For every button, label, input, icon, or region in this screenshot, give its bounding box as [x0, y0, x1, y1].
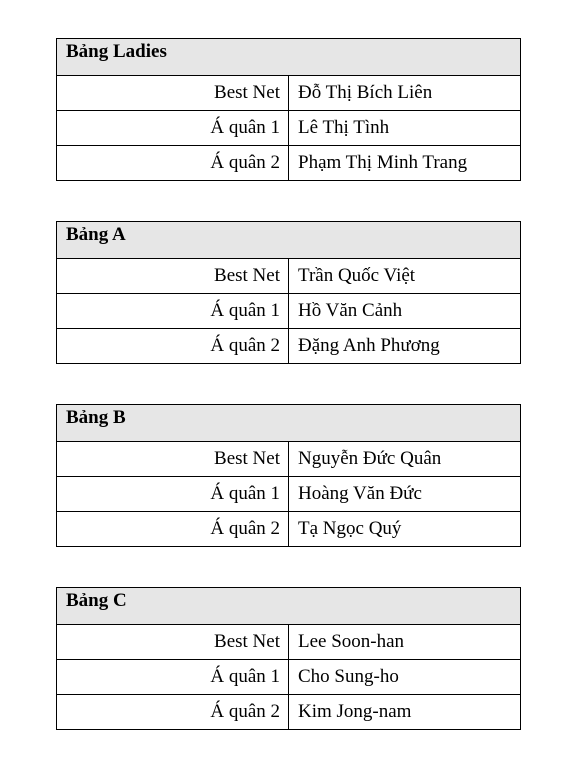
table-row — [57, 111, 521, 146]
group-title: Bảng B — [57, 405, 521, 442]
winner-name: Hồ Văn Cảnh — [289, 294, 521, 329]
table-row — [57, 146, 521, 181]
table-row — [57, 625, 521, 660]
award-label: Á quân 2 — [57, 146, 289, 181]
winner-name: Đỗ Thị Bích Liên — [289, 76, 521, 111]
group-title: Bảng A — [57, 222, 521, 259]
group-table-ladies — [56, 38, 521, 181]
group-table-b — [56, 404, 521, 547]
table-row — [57, 512, 521, 547]
award-label: Best Net — [57, 442, 289, 477]
winner-name: Cho Sung-ho — [289, 660, 521, 695]
group-table-a — [56, 221, 521, 364]
winner-name: Tạ Ngọc Quý — [289, 512, 521, 547]
award-label: Best Net — [57, 259, 289, 294]
award-label: Á quân 1 — [57, 477, 289, 512]
award-label: Á quân 1 — [57, 660, 289, 695]
winner-name: Lee Soon-han — [289, 625, 521, 660]
group-header-row — [57, 588, 521, 625]
award-label: Á quân 1 — [57, 111, 289, 146]
winner-name: Trần Quốc Việt — [289, 259, 521, 294]
winner-name: Đặng Anh Phương — [289, 329, 521, 364]
table-row — [57, 695, 521, 730]
winner-name: Kim Jong-nam — [289, 695, 521, 730]
award-label: Á quân 2 — [57, 695, 289, 730]
group-title: Bảng Ladies — [57, 39, 521, 76]
table-row — [57, 294, 521, 329]
table-row — [57, 442, 521, 477]
table-row — [57, 477, 521, 512]
group-table-c — [56, 587, 521, 730]
table-row — [57, 76, 521, 111]
group-header-row — [57, 222, 521, 259]
table-row — [57, 259, 521, 294]
award-label: Best Net — [57, 76, 289, 111]
group-header-row — [57, 405, 521, 442]
table-row — [57, 329, 521, 364]
award-label: Best Net — [57, 625, 289, 660]
award-label: Á quân 2 — [57, 512, 289, 547]
winner-name: Nguyễn Đức Quân — [289, 442, 521, 477]
winner-name: Hoàng Văn Đức — [289, 477, 521, 512]
winner-name: Lê Thị Tình — [289, 111, 521, 146]
group-header-row — [57, 39, 521, 76]
group-title: Bảng C — [57, 588, 521, 625]
award-label: Á quân 2 — [57, 329, 289, 364]
award-label: Á quân 1 — [57, 294, 289, 329]
table-row — [57, 660, 521, 695]
winner-name: Phạm Thị Minh Trang — [289, 146, 521, 181]
